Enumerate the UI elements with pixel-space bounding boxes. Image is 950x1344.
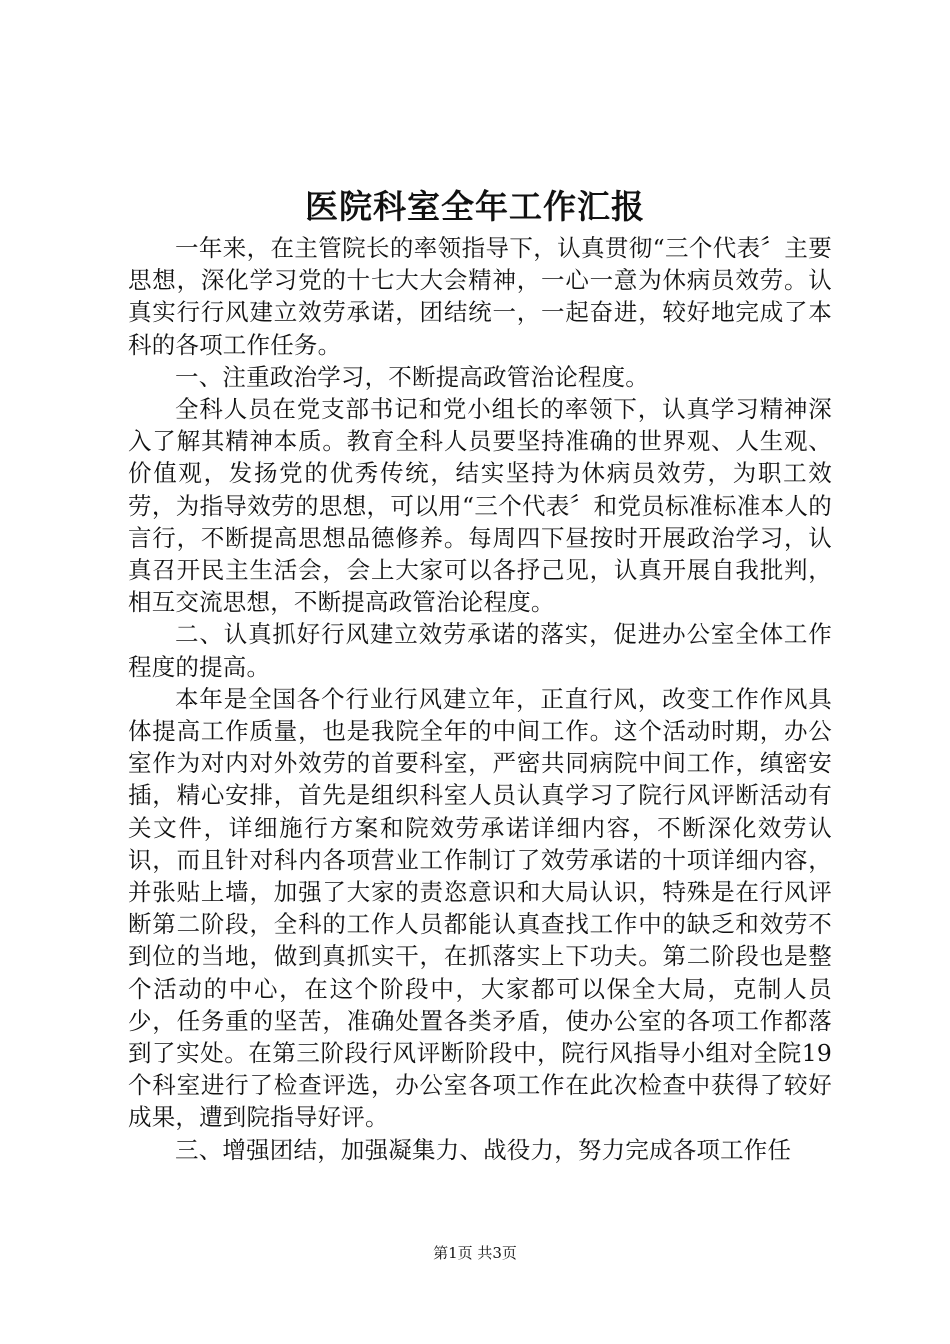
section-heading-3: 三、增强团结，加强凝集力、战役力，努力完成各项工作任 — [175, 1135, 792, 1164]
document-body — [128, 232, 832, 1166]
document-title: 医院科室全年工作汇报 — [305, 187, 645, 226]
section-heading-2: 二、认真抓好行风建立效劳承诺的落实，促进办公室全体工作程度的提高。 — [128, 620, 832, 681]
paragraph-intro: 一年来，在主管院长的率领指导下，认真贯彻“三个代表〞主要思想，深化学习党的十七大大会精神，一心一意为休病员效劳。认真实行行风建立效劳承诺，团结统一，一起奋进，较好地完成了本科的各项工作任务。 — [128, 234, 832, 359]
page-footer: 第1页 共3页 — [433, 1244, 517, 1262]
paragraph-section-2: 本年是全国各个行业行风建立年，正直行风，改变工作作风具体提高工作质量，也是我院全年的中间工作。这个活动时期，办公室作为对内对外效劳的首要科室，严密共同病院中间工作，缜密安插，精心安排，首先是组织科室人员认真学习了院行风评断活动有关文件，详细施行方案和院效劳承诺详细内容，不断深化效劳认识，而且针对科内各项营业工作制订了效劳承诺的十项详细内容，并张贴上墙，加强了大家的责恣意识和大局认识，特殊是在行风评断第二阶段，全科的工作人员都能认真查找工作中的缺乏和效劳不到位的当地，做到真抓实干，在抓落实上下功夫。第二阶段也是整个活动的中心，在这个阶段中，大家都可以保全大局，克制人员少，任务重的坚苦，准确处置各类矛盾，使办公室的各项工作都落到了实处。在第三阶段行风评断阶段中，院行风指导小组对全院19个科室进行了检查评选，办公室各项工作在此次检查中获得了较好成果，遭到院指导好评。 — [128, 684, 832, 1132]
paragraph-section-1: 全科人员在党支部书记和党小组长的率领下，认真学习精神深入了解其精神本质。教育全科人员要坚持准确的世界观、人生观、价值观，发扬党的优秀传统，结实坚持为休病员效劳，为职工效劳，为指导效劳的思想，可以用“三个代表〞和党员标准标准本人的言行，不断提高思想品德修养。每周四下昼按时开展政治学习，认真召开民主生活会，会上大家可以各抒己见，认真开展自我批判，相互交流思想，不断提高政管治论程度。 — [128, 395, 832, 617]
section-heading-1: 一、注重政治学习，不断提高政管治论程度。 — [175, 362, 649, 391]
